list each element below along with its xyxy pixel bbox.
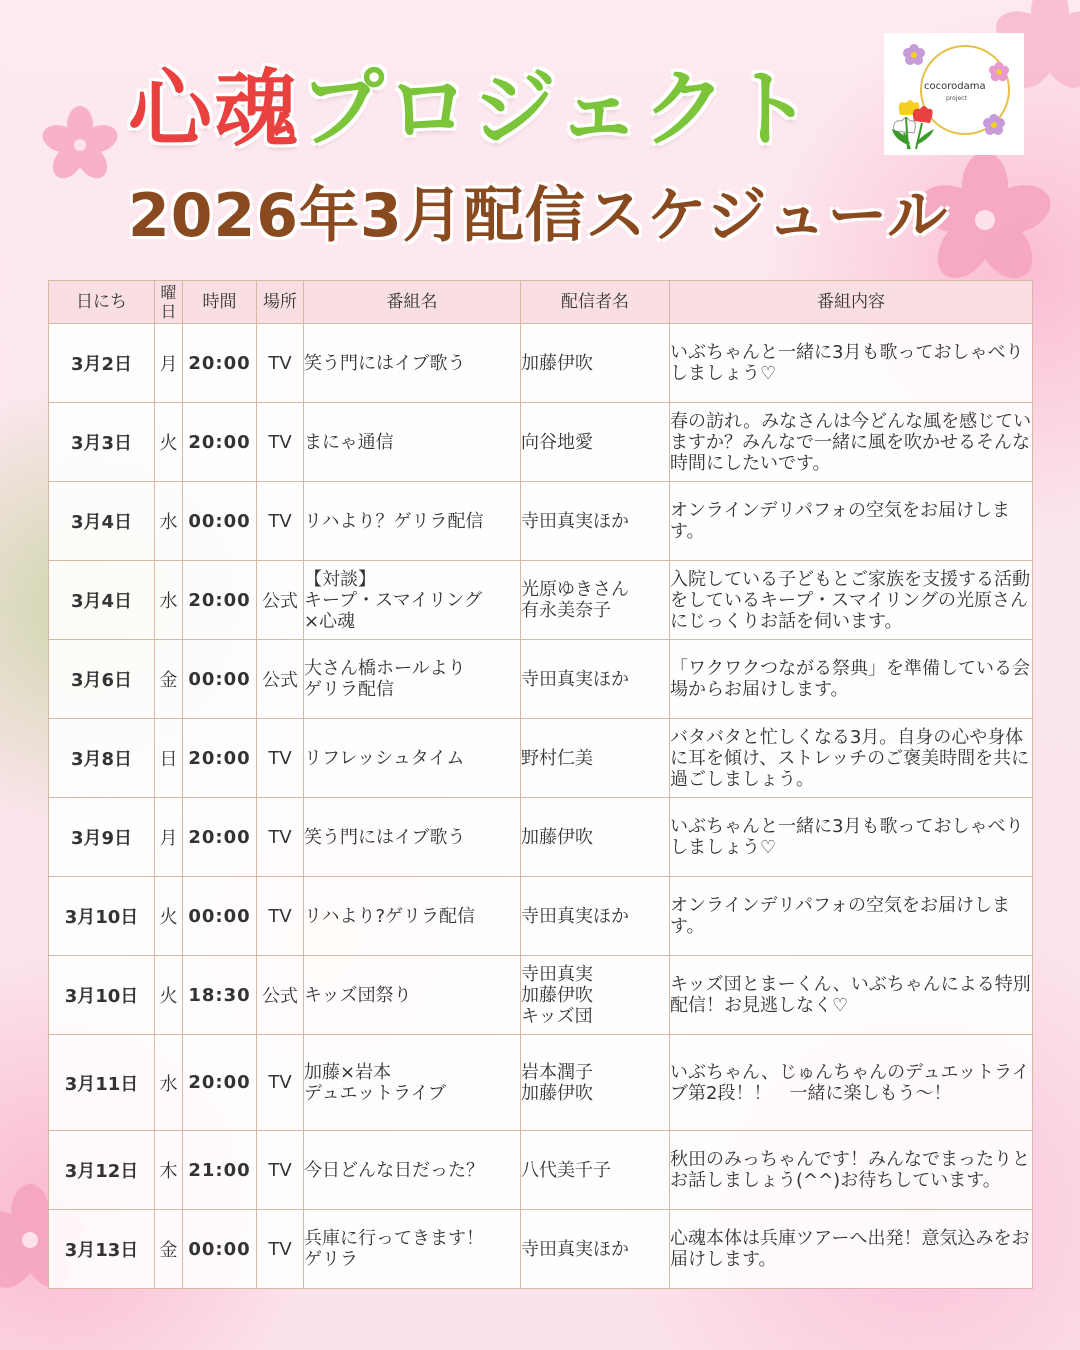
cell-content: 秋田のみっちゃんです！みんなでまったりとお話しましょう(^^)お待ちしています。 [670, 1131, 1033, 1210]
header-day: 曜日 [155, 281, 183, 324]
cell-place: TV [257, 719, 304, 798]
table-row [49, 403, 1033, 482]
cell-content: 心魂本体は兵庫ツアーへ出発！意気込みをお届けします。 [670, 1210, 1033, 1289]
cell-day: 水 [155, 561, 183, 640]
logo-subtext: project [946, 95, 967, 102]
cell-host: 寺田真実ほか [521, 482, 670, 561]
cell-time: 21:00 [183, 1131, 257, 1210]
cell-time: 20:00 [183, 1035, 257, 1131]
cell-date: 3月4日 [49, 482, 155, 561]
cell-day: 火 [155, 877, 183, 956]
cell-date: 3月4日 [49, 561, 155, 640]
cell-title: 笑う門にはイブ歌う [304, 798, 521, 877]
cell-date: 3月12日 [49, 1131, 155, 1210]
cell-content: 入院している子どもとご家族を支援する活動をしているキープ・スマイリングの光原さんにじっくりお話を伺います。 [670, 561, 1033, 640]
cell-date: 3月3日 [49, 403, 155, 482]
cell-title: 兵庫に行ってきます！ ゲリラ [304, 1210, 521, 1289]
table-row [49, 956, 1033, 1035]
cell-host: 寺田真実ほか [521, 1210, 670, 1289]
cell-title: 笑う門にはイブ歌う [304, 324, 521, 403]
table-row [49, 798, 1033, 877]
cell-content: オンラインデリパフォの空気をお届けします。 [670, 482, 1033, 561]
cell-title: リフレッシュタイム [304, 719, 521, 798]
cell-time: 20:00 [183, 561, 257, 640]
cell-place: TV [257, 1131, 304, 1210]
cell-content: いぶちゃんと一緒に3月も歌っておしゃべりしましょう♡ [670, 798, 1033, 877]
cell-title: キッズ団祭り [304, 956, 521, 1035]
tulip-icon [890, 95, 940, 151]
cell-host: 光原ゆきさん 有永美奈子 [521, 561, 670, 640]
cell-place: 公式 [257, 561, 304, 640]
cell-time: 00:00 [183, 482, 257, 561]
cell-place: 公式 [257, 640, 304, 719]
main-title-red: 心魂 [128, 60, 301, 158]
logo-text: cocorodama [924, 81, 986, 92]
main-title [128, 42, 815, 158]
table-row [49, 1210, 1033, 1289]
header-content: 番組内容 [670, 281, 1033, 324]
cocorodama-logo [884, 33, 1024, 155]
table-row [49, 324, 1033, 403]
cell-date: 3月6日 [49, 640, 155, 719]
header-host: 配信者名 [521, 281, 670, 324]
cell-title: 今日どんな日だった？ [304, 1131, 521, 1210]
cell-place: TV [257, 324, 304, 403]
cell-place: 公式 [257, 956, 304, 1035]
cell-day: 火 [155, 403, 183, 482]
table-header-row [49, 281, 1033, 324]
cell-time: 00:00 [183, 640, 257, 719]
cell-time: 20:00 [183, 324, 257, 403]
cell-place: TV [257, 877, 304, 956]
table-row [49, 561, 1033, 640]
cell-day: 月 [155, 324, 183, 403]
cell-date: 3月10日 [49, 877, 155, 956]
cell-content: オンラインデリパフォの空気をお届けします。 [670, 877, 1033, 956]
cell-place: TV [257, 1035, 304, 1131]
cell-host: 八代美千子 [521, 1131, 670, 1210]
cell-title: 加藤×岩本 デュエットライブ [304, 1035, 521, 1131]
table-row [49, 877, 1033, 956]
cell-host: 岩本潤子 加藤伊吹 [521, 1035, 670, 1131]
sakura-decoration-top-left [40, 105, 120, 185]
flower-icon [988, 61, 1010, 83]
cell-day: 水 [155, 482, 183, 561]
cell-day: 火 [155, 956, 183, 1035]
cell-title: リハより？ゲリラ配信 [304, 482, 521, 561]
cell-title: 大さん橋ホールより ゲリラ配信 [304, 640, 521, 719]
cell-content: いぶちゃんと一緒に3月も歌っておしゃべりしましょう♡ [670, 324, 1033, 403]
header-title: 番組名 [304, 281, 521, 324]
cell-day: 木 [155, 1131, 183, 1210]
cell-content: いぶちゃん、じゅんちゃんのデュエットライブ第2段！！ 一緒に楽しもう～！ [670, 1035, 1033, 1131]
cell-content: 「ワクワクつながる祭典」を準備している会場からお届けします。 [670, 640, 1033, 719]
cell-day: 日 [155, 719, 183, 798]
cell-day: 月 [155, 798, 183, 877]
cell-host: 向谷地愛 [521, 403, 670, 482]
cell-date: 3月11日 [49, 1035, 155, 1131]
cell-host: 野村仁美 [521, 719, 670, 798]
cell-host: 寺田真実ほか [521, 640, 670, 719]
flower-icon [982, 113, 1006, 137]
cell-date: 3月13日 [49, 1210, 155, 1289]
flower-icon [902, 43, 926, 67]
table-row [49, 1131, 1033, 1210]
table-row [49, 640, 1033, 719]
cell-host: 寺田真実 加藤伊吹 キッズ団 [521, 956, 670, 1035]
table-row [49, 1035, 1033, 1131]
main-title-green: プロジェクト [300, 60, 815, 158]
cell-title: リハより?ゲリラ配信 [304, 877, 521, 956]
cell-title: まにゃ通信 [304, 403, 521, 482]
table-row [49, 719, 1033, 798]
cell-time: 18:30 [183, 956, 257, 1035]
header-time: 時間 [183, 281, 257, 324]
schedule-subtitle: 2026年3月配信スケジュール [128, 181, 949, 251]
cell-date: 3月9日 [49, 798, 155, 877]
cell-content: 春の訪れ。みなさんは今どんな風を感じていますか？みんなで一緒に風を吹かせるそんな時間にしたいです。 [670, 403, 1033, 482]
cell-time: 20:00 [183, 403, 257, 482]
cell-day: 金 [155, 1210, 183, 1289]
cell-date: 3月8日 [49, 719, 155, 798]
cell-place: TV [257, 798, 304, 877]
cell-place: TV [257, 403, 304, 482]
header-place: 場所 [257, 281, 304, 324]
cell-title: 【対談】 キープ・スマイリング ×心魂 [304, 561, 521, 640]
schedule-table [48, 280, 1033, 1289]
table-row [49, 482, 1033, 561]
cell-host: 加藤伊吹 [521, 798, 670, 877]
cell-host: 寺田真実ほか [521, 877, 670, 956]
cell-place: TV [257, 482, 304, 561]
cell-day: 金 [155, 640, 183, 719]
cell-date: 3月2日 [49, 324, 155, 403]
cell-host: 加藤伊吹 [521, 324, 670, 403]
cell-time: 20:00 [183, 798, 257, 877]
header-date: 日にち [49, 281, 155, 324]
cell-content: キッズ団とまーくん、いぶちゃんによる特別配信！お見逃しなく♡ [670, 956, 1033, 1035]
cell-time: 00:00 [183, 1210, 257, 1289]
cell-day: 水 [155, 1035, 183, 1131]
cell-date: 3月10日 [49, 956, 155, 1035]
cell-time: 00:00 [183, 877, 257, 956]
cell-content: バタバタと忙しくなる3月。自身の心や身体に耳を傾け、ストレッチのご褒美時間を共に過ごしましょう。 [670, 719, 1033, 798]
cell-time: 20:00 [183, 719, 257, 798]
cell-place: TV [257, 1210, 304, 1289]
